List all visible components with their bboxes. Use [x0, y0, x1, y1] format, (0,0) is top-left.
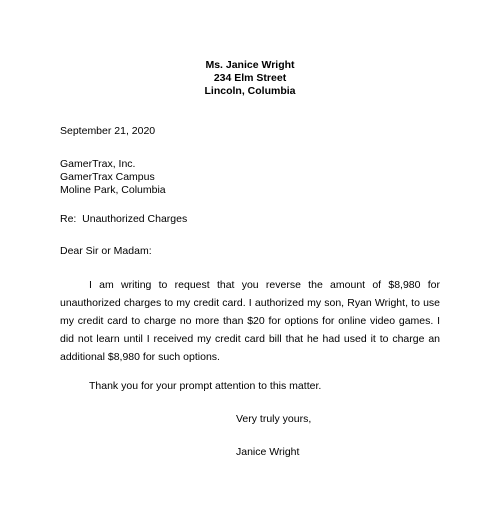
recipient-line-3: Moline Park, Columbia [60, 184, 166, 196]
recipient-line-2: GamerTrax Campus [60, 171, 155, 183]
thanks-paragraph: Thank you for your prompt attention to this matter. [89, 380, 322, 392]
closing: Very truly yours, [236, 413, 312, 425]
sender-name: Ms. Janice Wright [205, 59, 295, 71]
salutation: Dear Sir or Madam: [60, 245, 152, 257]
recipient-address-block [60, 158, 440, 197]
signature-name: Janice Wright [236, 446, 300, 458]
letter-date: September 21, 2020 [60, 125, 156, 137]
subject-line: Re: Unauthorized Charges [60, 213, 188, 225]
body-paragraph: I am writing to request that you reverse the amount of $8,980 for unauthorized charges to my credit card. I authorized my son, Ryan Wright, to use my credit card to charge no more than $20 for options for online video games. I did not learn until I received my credit card bill that he had used it to charge an additional $8,980 for such options. [60, 279, 440, 363]
sender-street: 234 Elm Street [213, 72, 287, 84]
recipient-line-1: GamerTrax, Inc. [60, 158, 136, 170]
sender-city: Lincoln, Columbia [204, 85, 296, 97]
sender-address-block [60, 59, 440, 98]
